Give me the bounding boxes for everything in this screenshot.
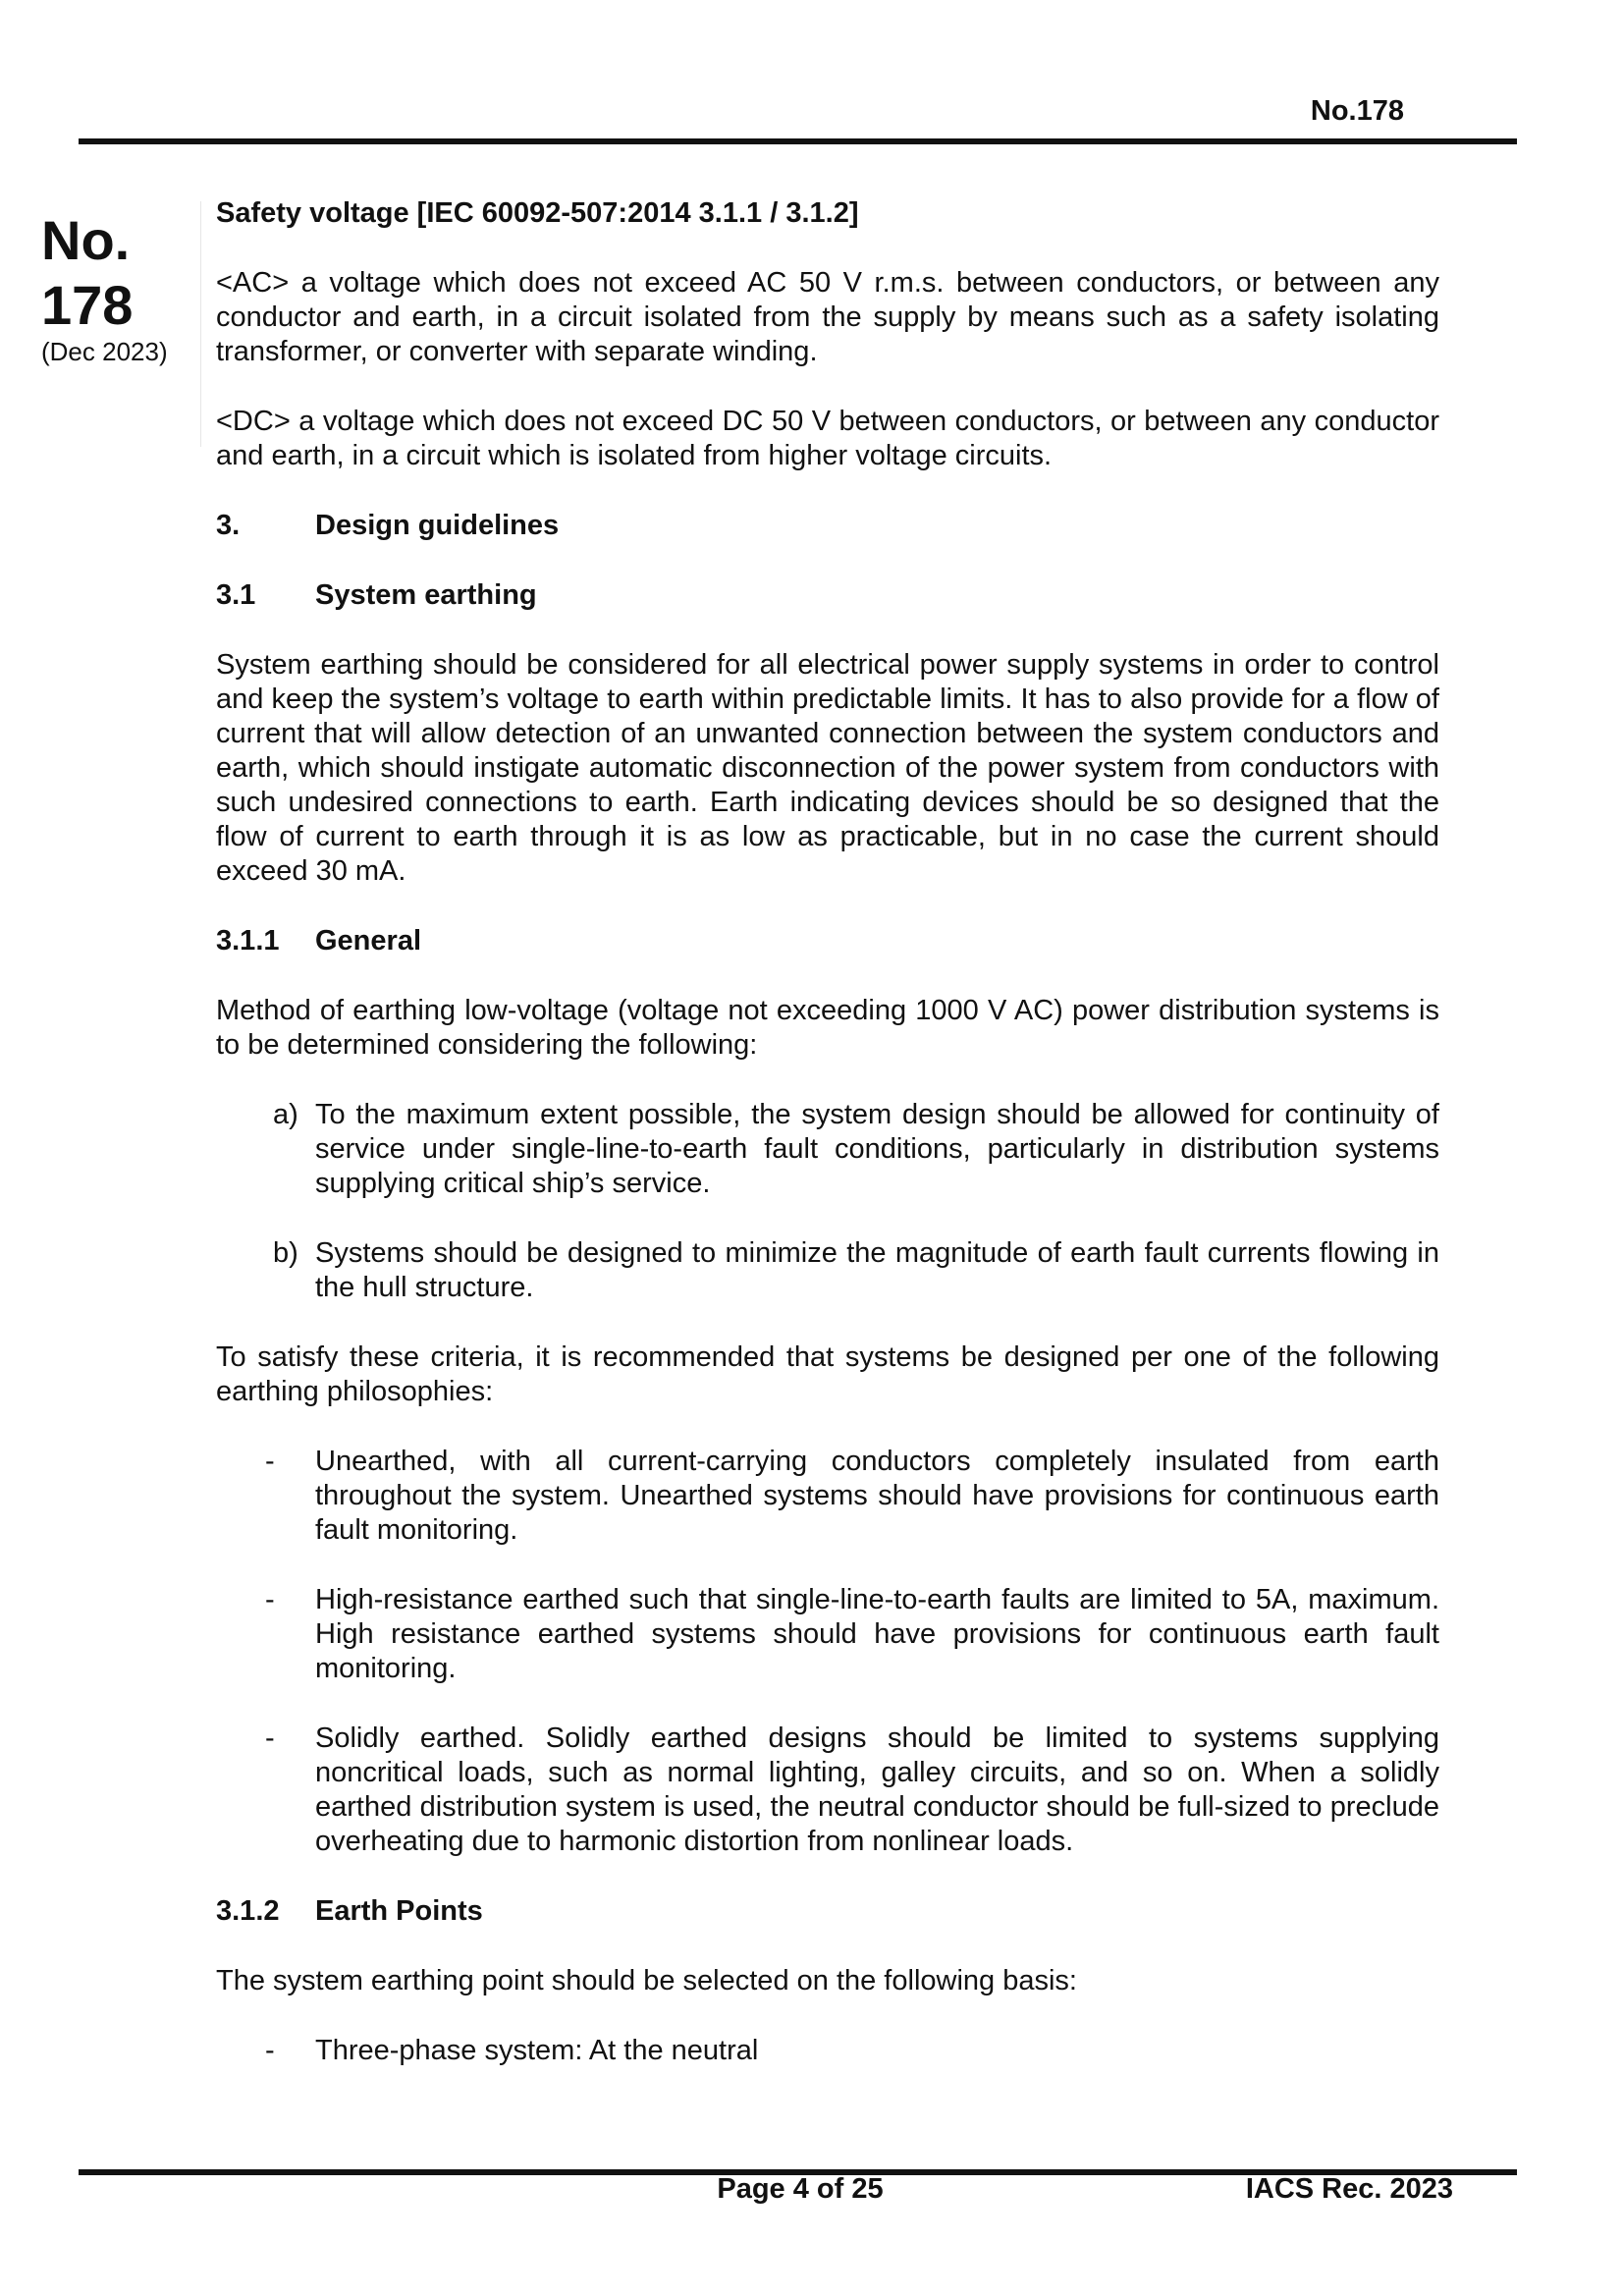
heading-3-title: Design guidelines — [315, 510, 560, 541]
heading-3-1-num: 3.1 — [216, 579, 256, 611]
heading-3-1-2-title: Earth Points — [315, 1895, 483, 1927]
safety-voltage-title: Safety voltage [IEC 60092-507:2014 3.1.1 / 3.1.2] — [216, 197, 859, 229]
heading-3-1-title: System earthing — [315, 579, 537, 611]
heading-3-1-1-num: 3.1.1 — [216, 925, 280, 957]
heading-3 — [216, 509, 1439, 543]
heading-3-1 — [216, 578, 1439, 613]
list-marker-a: a) — [273, 1099, 298, 1130]
general-paragraph: Method of earthing low-voltage (voltage not exceeding 1000 V AC) power distribution systems is to be determined considering the following: — [216, 995, 1439, 1061]
side-label-no: No. — [41, 209, 131, 271]
header-rule — [79, 138, 1517, 144]
dash-text-high-resistance: High-resistance earthed such that single-line-to-earth faults are limited to 5A, maximum. High resistance earthed systems should have provisions for continuous earth fault monitoring. — [315, 1584, 1439, 1684]
dash-text-unearthed: Unearthed, with all current-carrying conductors completely insulated from earth throughout the system. Unearthed systems should have provisions for continuous earth fault monitoring. — [315, 1446, 1439, 1546]
list-marker-b: b) — [273, 1237, 298, 1269]
heading-3-1-2 — [216, 1894, 1439, 1929]
side-label-date: (Dec 2023) — [41, 337, 168, 366]
header-doc-number: No.178 — [1310, 95, 1404, 127]
ac-definition: <AC> a voltage which does not exceed AC 50 V r.m.s. between conductors, or between any conductor and earth, in a circuit isolated from the supply by means such as a safety isolating transformer, or converter with separate winding. — [216, 267, 1439, 367]
list-item-b — [216, 1236, 1439, 1305]
dash-text-solidly-earthed: Solidly earthed. Solidly earthed designs should be limited to systems supplying noncritical loads, such as normal lighting, galley circuits, and so on. When a solidly earthed distribution system is used, the neutral conductor should be full-sized to preclude overheating due to harmonic distortion from nonlinear loads. — [315, 1722, 1439, 1857]
system-earthing-paragraph: System earthing should be considered for all electrical power supply systems in order to control and keep the system’s voltage to earth within predictable limits. It has to also provide for a flow of current that will allow detection of an unwanted connection between the system conductors and earth, which should instigate automatic disconnection of the power system from conductors with such undesired connections to earth. Earth indicating devices should be so designed that the flow of current to earth through it is as low as practicable, but in no case the current should exceed 30 mA. — [216, 649, 1439, 887]
dash-text-three-phase: Three-phase system: At the neutral — [315, 2035, 759, 2066]
heading-3-num: 3. — [216, 510, 241, 541]
dash-item-high-resistance — [216, 1583, 1439, 1686]
footer-document-ref: IACS Rec. 2023 — [1245, 2173, 1453, 2205]
earth-points-paragraph: The system earthing point should be selected on the following basis: — [216, 1965, 1077, 1996]
dash-marker: - — [265, 1584, 275, 1615]
dash-item-solidly-earthed — [216, 1722, 1439, 1859]
criteria-paragraph: To satisfy these criteria, it is recommended that systems be designed per one of the following earthing philosophies: — [216, 1341, 1439, 1407]
side-label-number — [41, 208, 133, 338]
dash-marker: - — [265, 1722, 275, 1754]
side-label-num: 178 — [41, 274, 134, 336]
heading-3-1-1 — [216, 924, 1439, 958]
heading-3-1-1-title: General — [315, 925, 421, 957]
document-body — [216, 196, 1439, 2068]
dash-marker: - — [265, 2035, 275, 2066]
dc-definition: <DC> a voltage which does not exceed DC 50 V between conductors, or between any conductor and earth, in a circuit which is isolated from higher voltage circuits. — [216, 406, 1439, 471]
footer-page-number: Page 4 of 25 — [717, 2173, 884, 2205]
list-item-a — [216, 1098, 1439, 1201]
dash-item-three-phase — [216, 2034, 1439, 2068]
list-text-a: To the maximum extent possible, the system design should be allowed for continuity of service under single-line-to-earth fault conditions, particularly in distribution systems supplying critical ship’s service. — [315, 1099, 1439, 1199]
list-text-b: Systems should be designed to minimize the magnitude of earth fault currents flowing in the hull structure. — [315, 1237, 1439, 1303]
heading-3-1-2-num: 3.1.2 — [216, 1895, 280, 1927]
dash-marker: - — [265, 1446, 275, 1477]
dash-item-unearthed — [216, 1445, 1439, 1548]
